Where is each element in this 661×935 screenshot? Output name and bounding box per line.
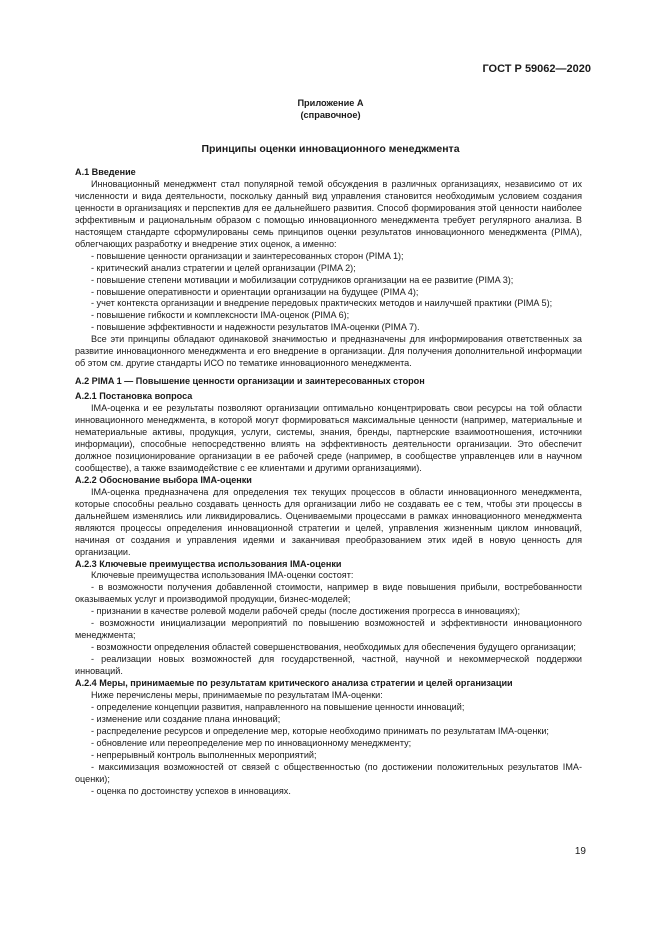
- list-item: - непрерывный контроль выполненных мероприятий;: [91, 749, 317, 760]
- list-item: - возможности определения областей совершенствования, необходимых для обеспечения будущего организации;: [91, 642, 576, 653]
- list-item: - реализации новых возможностей для государственной, частной, научной и некоммерческой поддержки инноваций.: [75, 654, 582, 677]
- list-item: - оценка по достоинству успехов в инновациях.: [91, 785, 291, 796]
- paragraph: Все эти принципы обладают одинаковой значимостью и предназначены для информирования ответственных за развитие инновационного менеджмента и его внедрение в организации. Для получения дополнительной информации об этом см. другие стандарты ИСО по тематике инновационного менеджмента.: [75, 334, 582, 369]
- list-item: - максимизация возможностей от связей с общественностью (по достижении положительных результатов IMA-оценки);: [75, 761, 582, 784]
- list-item: - возможности инициализации мероприятий по повышению возможностей и эффективности инновационного менеджмента;: [75, 618, 582, 641]
- subsection-heading-a23: А.2.3 Ключевые преимущества использования IMA-оценки: [75, 558, 342, 569]
- subsection-heading-a22: А.2.2 Обоснование выбора IMA-оценки: [75, 474, 252, 485]
- paragraph: Ключевые преимущества использования IMA-оценки состоят:: [91, 570, 354, 581]
- list-item: - повышение эффективности и надежности результатов IMA-оценки (PIMA 7).: [91, 322, 420, 333]
- subsection-heading-a21: А.2.1 Постановка вопроса: [75, 391, 193, 402]
- list-item: - изменение или создание плана инноваций;: [91, 713, 281, 724]
- document-body: [75, 167, 582, 798]
- list-item: - обновление или переопределение мер по инновационному менеджменту;: [91, 737, 412, 748]
- paragraph: IMA-оценка предназначена для определения тех текущих процессов в области инновационного менеджмента, которые способны реально создавать ценность для организации либо не создавать ее с тем, чтобы эти процессы в дальнейшем изменялись или ликвидировались. Оцениваемыми процессами в рамках инновационного менеджмента являются процессы определения инновационной стратегии и целей, управления жизненным циклом инноваций, начиная от создания и управления идеями и заканчивая преобразованием этих идей в новую ценность для организации.: [75, 486, 582, 557]
- list-item: - распределение ресурсов и определение мер, которые необходимо принимать по результатам IMA-оценки;: [91, 725, 549, 736]
- subsection-heading-a24: А.2.4 Меры, принимаемые по результатам критического анализа стратегии и целей организации: [75, 678, 513, 689]
- appendix-heading: [0, 97, 661, 121]
- list-item: - повышение оперативности и ориентации организации на будущее (PIMA 4);: [91, 286, 419, 297]
- paragraph: IMA-оценка и ее результаты позволяют организации оптимально концентрировать свои ресурсы на той области инновационного менеджмента, в которой могут формироваться максимальные ценности (например, материальные и нематериальные активы, продукция, услуги, системы, знания, бренды, партнерские взаимоотношения, источники информации), способные непосредственно влиять на эффективность деятельности организации. Это обеспечит должное позиционирование организации в ее рабочей среде (например, в сообществе управленцев или в научном сообществе), а также взаимодействие с ее клиентами и другими организациями).: [75, 403, 582, 473]
- list-item: - повышение ценности организации и заинтересованных сторон (PIMA 1);: [91, 250, 404, 261]
- appendix-title: Приложение А: [297, 98, 364, 108]
- page-number: 19: [574, 846, 586, 857]
- list-item: - критический анализ стратегии и целей организации (PIMA 2);: [91, 262, 356, 273]
- page-title: Принципы оценки инновационного менеджмента: [201, 143, 460, 155]
- list-item: - повышение гибкости и комплексности IMA-оценок (PIMA 6);: [91, 310, 350, 321]
- standard-number: ГОСТ Р 59062—2020: [482, 63, 591, 75]
- list-item: - учет контекста организации и внедрение передовых практических методов и наилучшей практики (PIMA 5);: [91, 298, 553, 309]
- paragraph: Ниже перечислены меры, принимаемые по результатам IMA-оценки:: [91, 689, 383, 700]
- list-item: - определение концепции развития, направленного на повышение ценности инноваций;: [91, 701, 465, 712]
- appendix-type: (справочное): [300, 110, 361, 120]
- section-heading-a1: А.1 Введение: [75, 167, 136, 177]
- section-heading-a2: А.2 PIMA 1 — Повышение ценности организации и заинтересованных сторон: [75, 376, 425, 387]
- paragraph: Инновационный менеджмент стал популярной темой обсуждения в различных организациях, независимо от их численности и вида деятельности, поскольку данный вид управления становится необходимым условием создания ценности в организациях и перспектив для ее дальнейшего развития. Способ формирования этой ценности наиболее эффективным и рациональным образом с помощью инновационного менеджмента требует регулярного анализа. В настоящем стандарте сформулированы семь принципов оценки результатов инновационного менеджмента (PIMA), облегчающих разработку и внедрение этих оценок, а именно:: [75, 178, 582, 249]
- list-item: - повышение степени мотивации и мобилизации сотрудников организации на ее развитие (PIMA 3);: [91, 274, 514, 285]
- list-item: - признании в качестве ролевой модели рабочей среды (после достижения прогресса в инновациях);: [91, 606, 521, 617]
- list-item: - в возможности получения добавленной стоимости, например в виде повышения прибыли, востребованности оказываемых услуг и производимой продукции, бизнес-моделей;: [75, 582, 582, 605]
